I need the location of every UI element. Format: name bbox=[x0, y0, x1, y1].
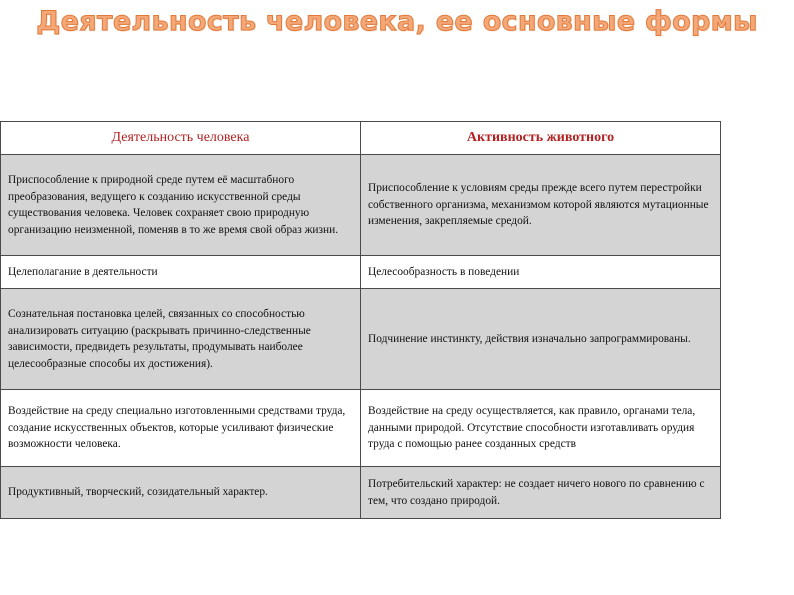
table-row bbox=[1, 289, 721, 390]
header-human-activity bbox=[1, 122, 361, 155]
slide-title: Деятельность человека, ее основные формы bbox=[36, 6, 758, 37]
cell-animal: Приспособление к условиям среды прежде всего путем перестройки собственного организма, механизмом которой являются мутационные изменения, закрепляемые средой. bbox=[361, 155, 721, 256]
comparison-table bbox=[0, 121, 721, 519]
cell-human: Целеполагание в деятельности bbox=[1, 256, 361, 289]
cell-human: Воздействие на среду специально изготовленными средствами труда, создание искусственных объектов, которые усиливают физические возможности человека. bbox=[1, 390, 361, 467]
table-row bbox=[1, 256, 721, 289]
table-header-row bbox=[1, 122, 721, 155]
table-row bbox=[1, 467, 721, 519]
cell-human: Продуктивный, творческий, созидательный характер. bbox=[1, 467, 361, 519]
cell-animal: Подчинение инстинкту, действия изначально запрограммированы. bbox=[361, 289, 721, 390]
header-animal-activity bbox=[361, 122, 721, 155]
cell-human: Сознательная постановка целей, связанных со способностью анализировать ситуацию (раскрывать причинно-следственные зависимости, предвидеть результаты, продумывать наиболее целесообразные способы их достижения). bbox=[1, 289, 361, 390]
table-row bbox=[1, 155, 721, 256]
cell-human: Приспособление к природной среде путем её масштабного преобразования, ведущего к созданию искусственной среды существования человека. Человек сохраняет свою природную организацию неизменной, поменяв в то же время свой образ жизни. bbox=[1, 155, 361, 256]
cell-animal: Воздействие на среду осуществляется, как правило, органами тела, данными природой. Отсутствие способности изготавливать орудия труда с помощью ранее созданных средств bbox=[361, 390, 721, 467]
table-row bbox=[1, 390, 721, 467]
header-label: Активность животного bbox=[466, 129, 615, 145]
header-label: Деятельность человека bbox=[111, 129, 250, 145]
cell-animal: Потребительский характер: не создает ничего нового по сравнению с тем, что создано природой. bbox=[361, 467, 721, 519]
cell-animal: Целесообразность в поведении bbox=[361, 256, 721, 289]
